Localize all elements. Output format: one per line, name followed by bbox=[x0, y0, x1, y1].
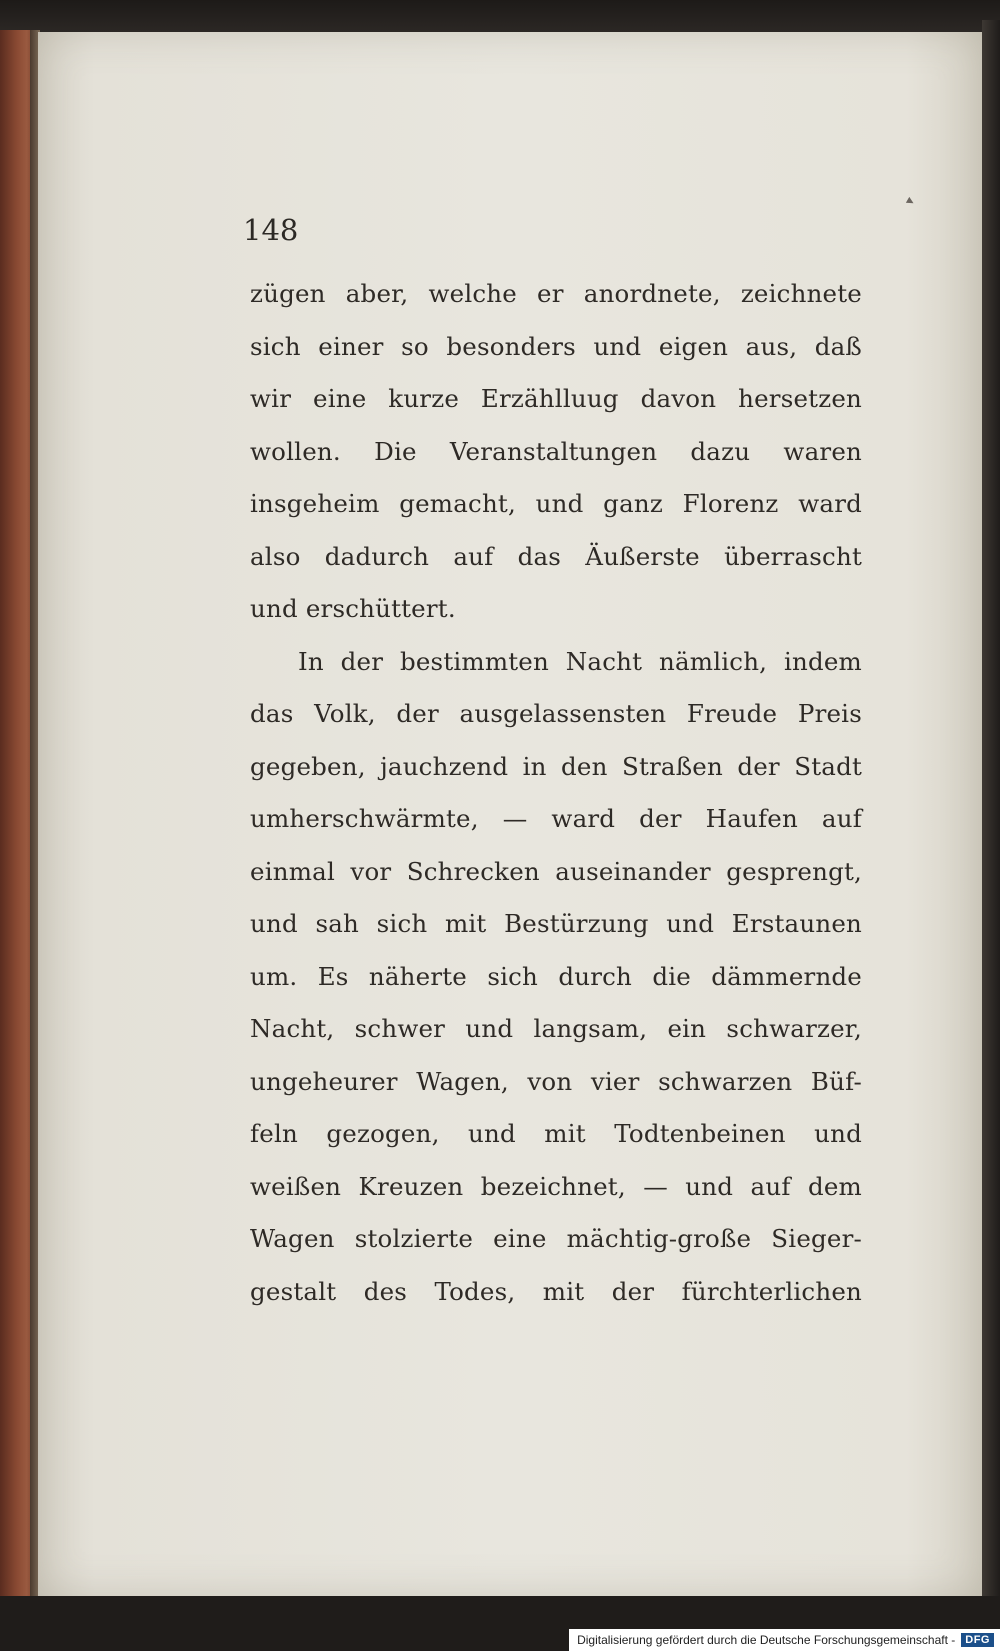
text-line: Wagen stolzierte eine mächtig-große Sieger- bbox=[250, 1224, 862, 1253]
text-line: einmal vor Schrecken auseinander gesprengt, bbox=[250, 856, 862, 886]
text-line: wir eine kurze Erzählluug davon hersetzen bbox=[250, 384, 862, 413]
text-line: weißen Kreuzen bezeichnet, — und auf dem bbox=[250, 1171, 862, 1201]
text-line: In der bestimmten Nacht nämlich, indem bbox=[298, 646, 862, 676]
text-line: Nacht, schwer und langsam, ein schwarzer, bbox=[250, 1014, 862, 1043]
text-line: gegeben, jauchzend in den Straßen der Stadt bbox=[250, 751, 862, 781]
book-top-edge bbox=[0, 0, 1000, 34]
text-line: das Volk, der ausgelassensten Freude Preis bbox=[250, 699, 862, 728]
text-line: zügen aber, welche er anordnete, zeichnete bbox=[250, 279, 862, 308]
credit-text: Digitalisierung gefördert durch die Deutsche Forschungsgemeinschaft - bbox=[577, 1633, 956, 1647]
text-line: sich einer so besonders und eigen aus, daß bbox=[250, 331, 862, 361]
book-right-edge bbox=[982, 20, 1000, 1610]
text-line: ungeheurer Wagen, von vier schwarzen Büf- bbox=[250, 1066, 862, 1096]
text-line: gestalt des Todes, mit der fürchterlichen bbox=[250, 1276, 862, 1306]
body-text bbox=[250, 268, 862, 1318]
text-line: wollen. Die Veranstaltungen dazu waren bbox=[250, 436, 862, 466]
digitization-credit bbox=[569, 1629, 1000, 1651]
text-line: um. Es näherte sich durch die dämmernde bbox=[250, 961, 862, 991]
dfg-logo: DFG bbox=[961, 1633, 994, 1647]
page-number: 148 bbox=[243, 213, 299, 247]
text-line: also dadurch auf das Äußerste überrascht bbox=[250, 541, 862, 571]
text-line: umherschwärmte, — ward der Haufen auf bbox=[250, 804, 862, 833]
text-line: und sah sich mit Bestürzung und Erstaunen bbox=[250, 909, 862, 938]
text-line: und erschüttert. bbox=[250, 594, 456, 623]
text-line: insgeheim gemacht, und ganz Florenz ward bbox=[250, 489, 862, 518]
text-line: feln gezogen, und mit Todtenbeinen und bbox=[250, 1119, 862, 1148]
